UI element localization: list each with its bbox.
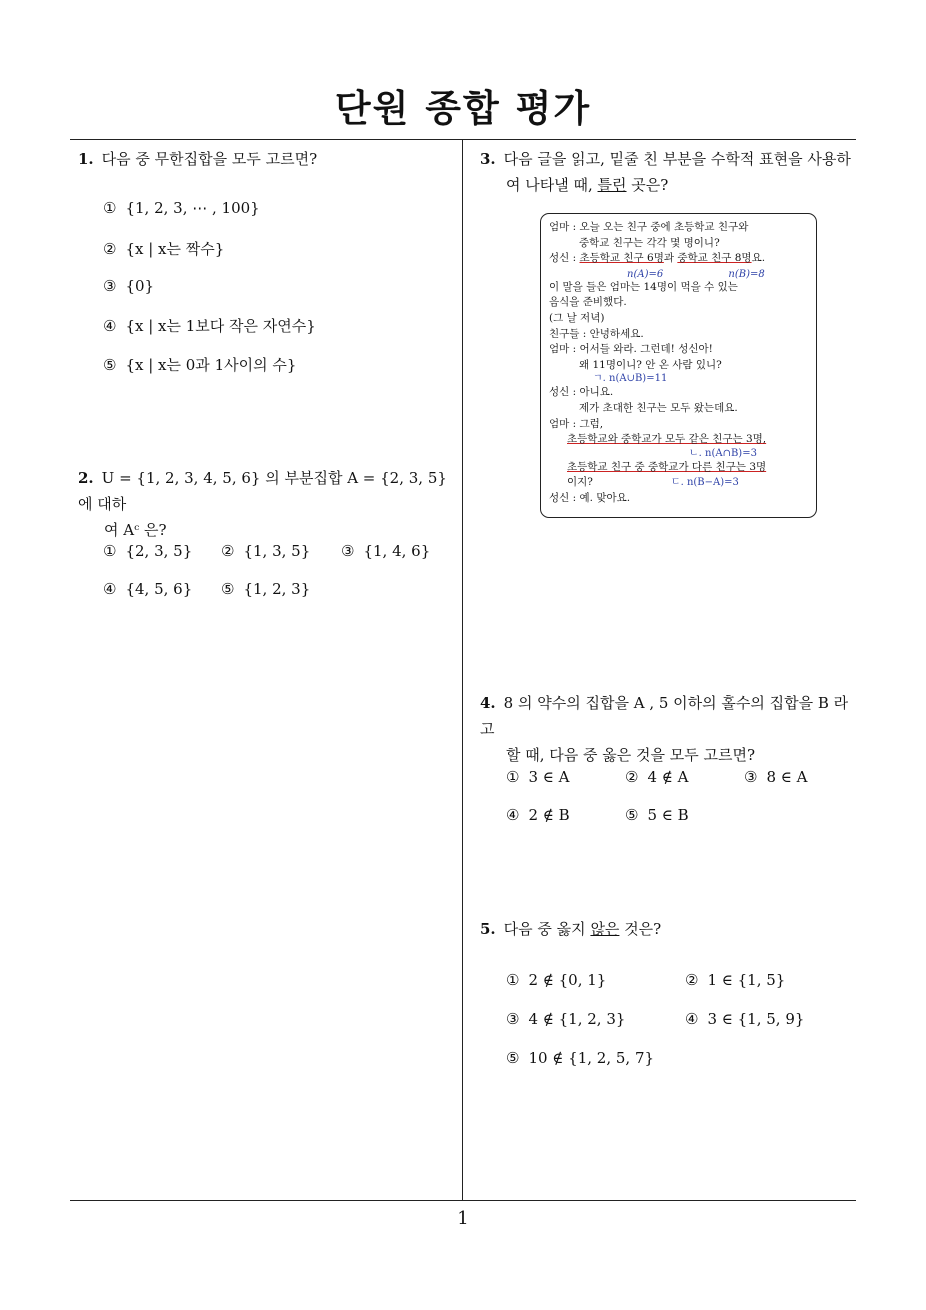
option-marker: ② <box>103 240 117 258</box>
option-marker: ⑤ <box>103 356 117 374</box>
dialog-annotations <box>549 267 808 280</box>
option-marker: ① <box>103 199 117 217</box>
option-value: {1, 3, 5} <box>243 542 311 560</box>
q4-option-1[interactable] <box>506 768 569 786</box>
question-text-line2: 여 Aᶜ 은? <box>104 521 167 539</box>
option-value: 1 ∈ {1, 5} <box>707 971 786 989</box>
option-marker: ② <box>685 971 699 989</box>
option-value: {x | x는 0과 1사이의 수} <box>125 356 297 374</box>
question-text: 다음 중 무한집합을 모두 고르면? <box>101 150 318 168</box>
question-1 <box>78 146 317 172</box>
dialog-line: 엄마 : 오늘 오는 친구 중에 초등학교 친구와 <box>549 221 749 233</box>
question-3 <box>480 146 860 198</box>
dialog-line: 제가 초대한 친구는 모두 왔는데요. <box>579 401 738 414</box>
option-value: {x | x는 짝수} <box>125 240 225 258</box>
dialog-line: 초등학교 친구 중 중학교가 다른 친구는 3명 <box>567 460 767 473</box>
question-text-line1: 다음 글을 읽고, 밑줄 친 부분을 수학적 표현을 사용하 <box>503 150 851 168</box>
question-number: 2. <box>78 469 94 487</box>
question-number: 5. <box>480 920 496 938</box>
option-marker: ③ <box>744 768 758 786</box>
option-marker: ③ <box>103 277 117 295</box>
question-4 <box>480 690 860 768</box>
q2-option-1[interactable] <box>103 542 192 560</box>
annotation-intersection: ㄴ. n(A∩B)=3 <box>689 447 757 459</box>
dialog-line: 음식을 준비했다. <box>549 296 627 309</box>
option-marker: ① <box>506 971 520 989</box>
option-value: {1, 4, 6} <box>363 542 431 560</box>
option-value: 3 ∈ A <box>528 768 570 786</box>
annotation-difference: ㄷ. n(B−A)=3 <box>670 477 739 489</box>
question-number: 1. <box>78 150 94 168</box>
q1-option-3[interactable] <box>103 277 154 295</box>
annotation-union: ㄱ. n(A∪B)=11 <box>593 373 668 385</box>
dialog-box <box>540 213 817 518</box>
q4-option-3[interactable] <box>744 768 807 786</box>
q5-option-3[interactable] <box>506 1010 625 1028</box>
dialog-line: 성신 : 아니요. <box>549 386 614 399</box>
dialog-line: (그 날 저녁) <box>549 311 605 324</box>
dialog-line: 친구들 : 안녕하세요. <box>549 327 644 340</box>
option-value: {x | x는 1보다 작은 자연수} <box>125 317 316 335</box>
option-marker: ④ <box>506 806 520 824</box>
option-value: {1, 2, 3} <box>243 580 311 598</box>
q5-option-5[interactable] <box>506 1049 654 1067</box>
q1-option-5[interactable] <box>103 354 296 375</box>
option-value: {1, 2, 3, ⋯ , 100} <box>125 199 260 217</box>
option-marker: ① <box>506 768 520 786</box>
question-text-line1: 8 의 약수의 집합을 A , 5 이하의 홀수의 집합을 B 라고 <box>480 694 849 738</box>
page-number: 1 <box>457 1208 469 1229</box>
question-text-line1: U = {1, 2, 3, 4, 5, 6} 의 부분집합 A = {2, 3, 5} 에 대하 <box>78 469 447 513</box>
option-marker: ⑤ <box>625 806 639 824</box>
underlined-word: 틀린 <box>597 176 627 194</box>
option-marker: ② <box>625 768 639 786</box>
option-value: {2, 3, 5} <box>125 542 193 560</box>
option-value: {0} <box>125 277 155 295</box>
q2-option-2[interactable] <box>221 542 310 560</box>
option-marker: ③ <box>506 1010 520 1028</box>
question-text-line2: 할 때, 다음 중 옳은 것을 모두 고르면? <box>506 746 756 764</box>
annotation-na: n(A)=6 <box>627 268 664 280</box>
q4-option-4[interactable] <box>506 806 570 824</box>
option-value: 4 ∉ {1, 2, 3} <box>528 1010 626 1028</box>
option-marker: ④ <box>103 580 117 598</box>
option-marker: ③ <box>341 542 355 560</box>
option-marker: ⑤ <box>221 580 235 598</box>
question-number: 3. <box>480 150 496 168</box>
question-2 <box>78 465 458 543</box>
footer-rule <box>70 1200 856 1201</box>
option-value: 10 ∉ {1, 2, 5, 7} <box>528 1049 655 1067</box>
q2-option-4[interactable] <box>103 580 192 598</box>
dialog-line: 왜 11명이니? 안 온 사람 있니? <box>579 358 722 371</box>
option-value: 2 ∉ {0, 1} <box>528 971 607 989</box>
page-title: 단원 종합 평가 <box>334 87 592 130</box>
q1-option-4[interactable] <box>103 315 316 336</box>
option-value: 8 ∈ A <box>766 768 808 786</box>
dialog-line: 중학교 친구는 각각 몇 명이니? <box>579 236 720 249</box>
option-marker: ④ <box>103 317 117 335</box>
option-marker: ⑤ <box>506 1049 520 1067</box>
dialog-line: 엄마 : 어서들 와라. 그런데! 성신아! <box>549 343 713 356</box>
option-value: {4, 5, 6} <box>125 580 193 598</box>
q5-option-1[interactable] <box>506 971 606 989</box>
q5-option-4[interactable] <box>685 1010 804 1028</box>
q1-option-1[interactable] <box>103 199 260 217</box>
q5-option-2[interactable] <box>685 971 785 989</box>
option-marker: ① <box>103 542 117 560</box>
option-value: 5 ∈ B <box>647 806 689 824</box>
question-number: 4. <box>480 694 496 712</box>
option-value: 4 ∉ A <box>647 768 689 786</box>
header-rule <box>70 139 856 140</box>
q4-option-2[interactable] <box>625 768 688 786</box>
question-text-line2: 여 나타낼 때, 틀린 곳은? <box>506 176 669 194</box>
question-5: 5. 다음 중 옳지 않은 것은? <box>480 920 662 938</box>
q4-option-5[interactable] <box>625 806 689 824</box>
underlined-word: 않은 <box>590 920 620 938</box>
dialog-line: 이 말을 들은 엄마는 14명이 먹을 수 있는 <box>549 280 738 293</box>
dialog-line-underlined: 초등학교와 중학교가 모두 같은 친구는 3명, <box>567 433 767 446</box>
annotation-nb: n(B)=8 <box>728 268 765 280</box>
option-value: 3 ∈ {1, 5, 9} <box>707 1010 805 1028</box>
option-value: 2 ∉ B <box>528 806 570 824</box>
dialog-line-underlined: 성신 : 초등학교 친구 6명과 중학교 친구 8명요. <box>549 252 766 265</box>
dialog-line: 엄마 : 그럼, <box>549 417 604 430</box>
dialog-line: 성신 : 예. 맞아요. <box>549 491 631 504</box>
column-divider <box>462 140 463 1201</box>
option-marker: ④ <box>685 1010 699 1028</box>
q1-option-2[interactable] <box>103 238 224 259</box>
q2-option-3[interactable] <box>341 542 430 560</box>
q2-option-5[interactable] <box>221 580 310 598</box>
option-marker: ② <box>221 542 235 560</box>
dialog-line: 이지? ㄷ. n(B−A)=3 <box>567 476 739 489</box>
